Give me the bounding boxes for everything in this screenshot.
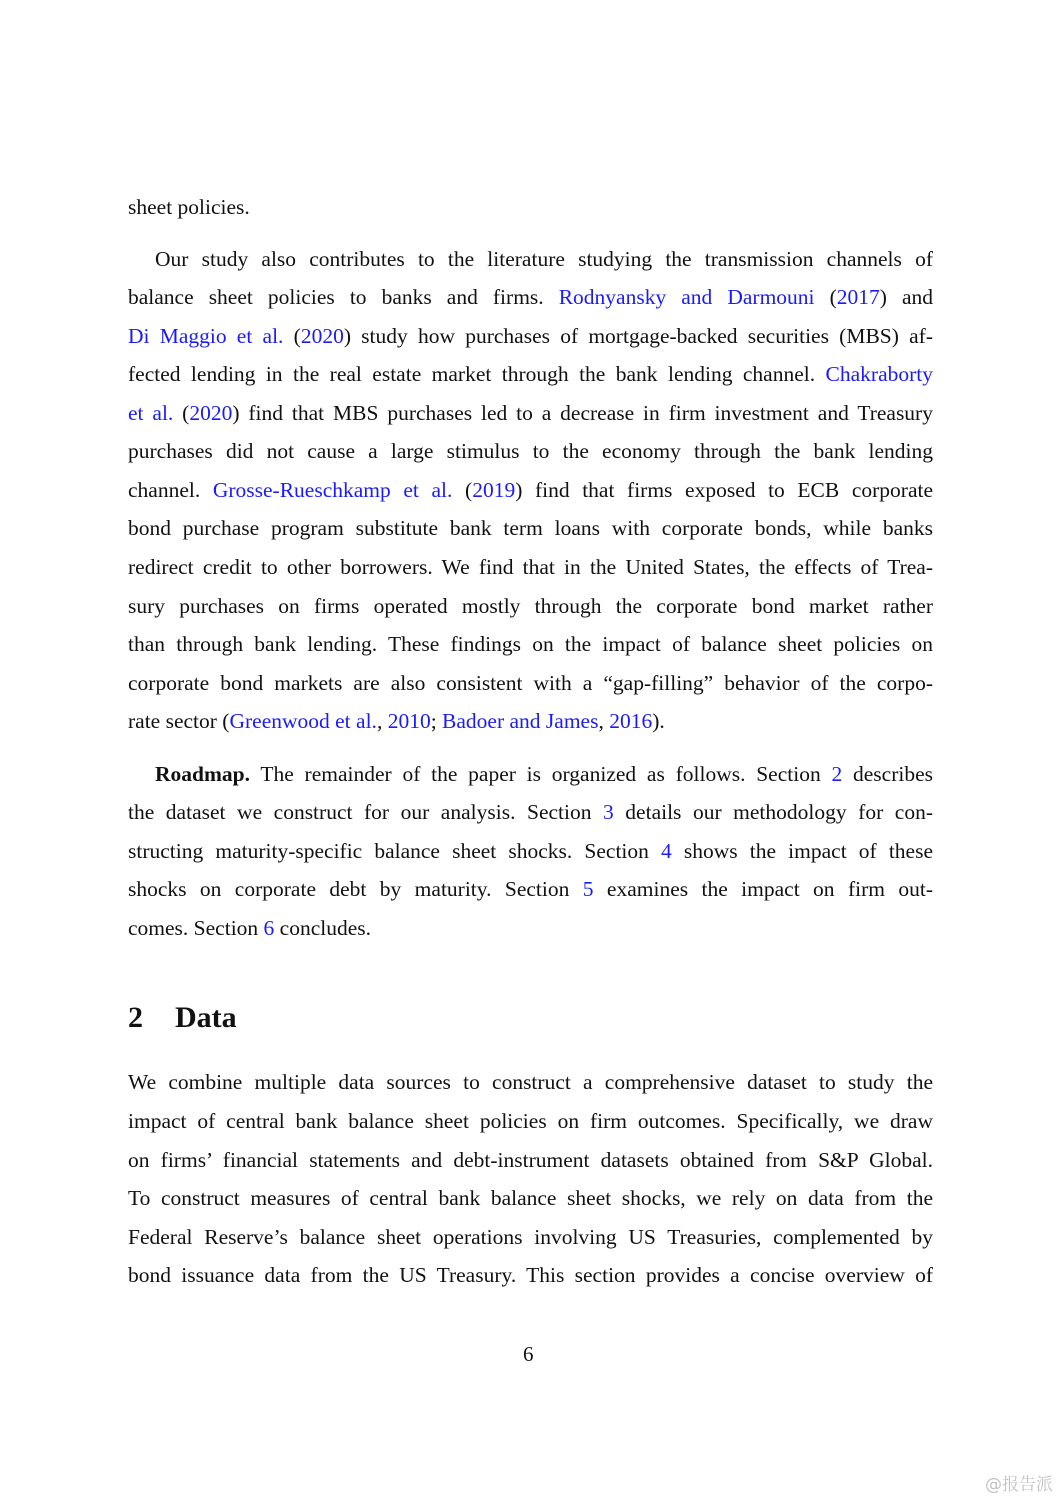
text-span: ( — [283, 324, 301, 348]
text-span: We combine multiple data sources to construct a comprehensive dataset to study the — [128, 1070, 933, 1094]
text-span: corporate bond markets are also consistent with a “gap-filling” behavior of the corpo- — [128, 671, 933, 695]
citation-year-link[interactable]: 2019 — [472, 478, 516, 502]
text-line — [128, 553, 933, 581]
text-line — [128, 914, 933, 942]
text-span: details our methodology for con- — [613, 800, 933, 824]
text-line — [128, 1223, 933, 1251]
text-span: on firms’ financial statements and debt-instrument datasets obtained from S&P Global. — [128, 1148, 933, 1172]
text-span: ; — [430, 709, 443, 733]
citation-year-link[interactable]: 2016 — [609, 709, 653, 733]
page-number: 6 — [523, 1342, 534, 1366]
text-span: rate sector ( — [128, 709, 230, 733]
text-span: bond purchase program substitute bank term loans with corporate bonds, while banks — [128, 516, 933, 540]
text-line — [128, 837, 933, 865]
text-span: concludes. — [274, 916, 372, 940]
roadmap-label: Roadmap. — [155, 762, 250, 786]
text-span: fected lending in the real estate market through the bank lending channel. — [128, 362, 826, 386]
text-span: ( — [452, 478, 473, 502]
section-ref-link-5[interactable]: 5 — [582, 877, 594, 901]
text-span: redirect credit to other borrowers. We find that in the United States, the effects of Trea- — [128, 555, 933, 579]
text-span: structing maturity-specific balance sheet shocks. Section — [128, 839, 662, 863]
citation-year-link[interactable]: 2020 — [300, 324, 344, 348]
text-line — [128, 476, 933, 504]
text-span: ( — [173, 401, 190, 425]
section-title: Data — [175, 1001, 237, 1034]
text-line — [128, 630, 933, 658]
text-span: than through bank lending. These findings on the impact of balance sheet policies on — [128, 632, 933, 656]
citation-link-di-maggio[interactable]: Di Maggio et al. — [128, 324, 284, 348]
citation-link-chakraborty[interactable]: Chakraborty — [825, 362, 933, 386]
text-span: describes — [842, 762, 933, 786]
text-span: balance sheet policies to banks and firms. — [128, 285, 559, 309]
section-ref-link-6[interactable]: 6 — [263, 916, 275, 940]
text-span: comes. Section — [128, 916, 264, 940]
text-span: the dataset we construct for our analysis. Section — [128, 800, 604, 824]
text-line — [128, 1261, 933, 1289]
text-span: Federal Reserve’s balance sheet operations involving US Treasuries, complemented by — [128, 1225, 933, 1249]
text-span: bond issuance data from the US Treasury. This section provides a concise overview of — [128, 1263, 933, 1287]
paragraph-continuation — [128, 193, 933, 221]
text-line — [128, 283, 933, 311]
text-line — [128, 875, 933, 903]
text-line — [128, 360, 933, 388]
text-line — [128, 1107, 933, 1135]
text-line — [128, 798, 933, 826]
text-line — [128, 399, 933, 427]
citation-link-chakraborty-etal[interactable]: et al. — [128, 401, 174, 425]
text-span: examines the impact on firm out- — [593, 877, 933, 901]
text-line — [128, 322, 933, 350]
text-span: The remainder of the paper is organized as follows. Section — [249, 762, 832, 786]
text-span: sury purchases on firms operated mostly through the corporate bond market rather — [128, 594, 933, 618]
citation-link-grosse-rueschkamp[interactable]: Grosse-Rueschkamp et al. — [212, 478, 453, 502]
text-line — [155, 245, 933, 273]
text-span: sheet policies. — [128, 195, 250, 219]
citation-year-link[interactable]: 2020 — [189, 401, 233, 425]
text-line — [128, 592, 933, 620]
text-span: impact of central bank balance sheet policies on firm outcomes. Specifically, we draw — [128, 1109, 933, 1133]
section-heading-data — [128, 998, 237, 1038]
text-span: , — [598, 709, 610, 733]
text-span: , — [376, 709, 388, 733]
citation-link-rodnyansky-darmouni[interactable]: Rodnyansky and Darmouni — [558, 285, 815, 309]
text-span: ( — [814, 285, 837, 309]
text-span: ) and — [879, 285, 933, 309]
text-line — [155, 760, 933, 788]
section-ref-link-3[interactable]: 3 — [603, 800, 614, 824]
text-line — [128, 1068, 933, 1096]
text-line — [128, 514, 933, 542]
text-line — [128, 707, 933, 735]
section-number: 2 — [128, 1001, 143, 1034]
text-span: purchases did not cause a large stimulus to the economy through the bank lending — [128, 439, 933, 463]
citation-year-link[interactable]: 2017 — [836, 285, 880, 309]
citation-year-link[interactable]: 2010 — [387, 709, 431, 733]
text-span: ) find that firms exposed to ECB corporate — [515, 478, 934, 502]
text-span: ) find that MBS purchases led to a decrease in firm investment and Treasury — [232, 401, 933, 425]
text-span: shocks on corporate debt by maturity. Section — [128, 877, 583, 901]
text-line — [128, 1146, 933, 1174]
section-ref-link-4[interactable]: 4 — [661, 839, 672, 863]
text-span: ). — [652, 709, 665, 733]
text-span: ) study how purchases of mortgage-backed securities (MBS) af- — [343, 324, 933, 348]
text-span: shows the impact of these — [671, 839, 933, 863]
section-ref-link-2[interactable]: 2 — [831, 762, 843, 786]
citation-link-greenwood[interactable]: Greenwood et al. — [229, 709, 377, 733]
text-line — [128, 1184, 933, 1212]
text-span: channel. — [128, 478, 213, 502]
text-span: To construct measures of central bank balance sheet shocks, we rely on data from the — [128, 1186, 933, 1210]
text-line — [128, 669, 933, 697]
text-line — [128, 437, 933, 465]
citation-link-badoer-james[interactable]: Badoer and James — [442, 709, 599, 733]
watermark-text: @报告派 — [985, 1475, 1053, 1495]
text-span: Our study also contributes to the literature studying the transmission channels of — [155, 247, 933, 271]
